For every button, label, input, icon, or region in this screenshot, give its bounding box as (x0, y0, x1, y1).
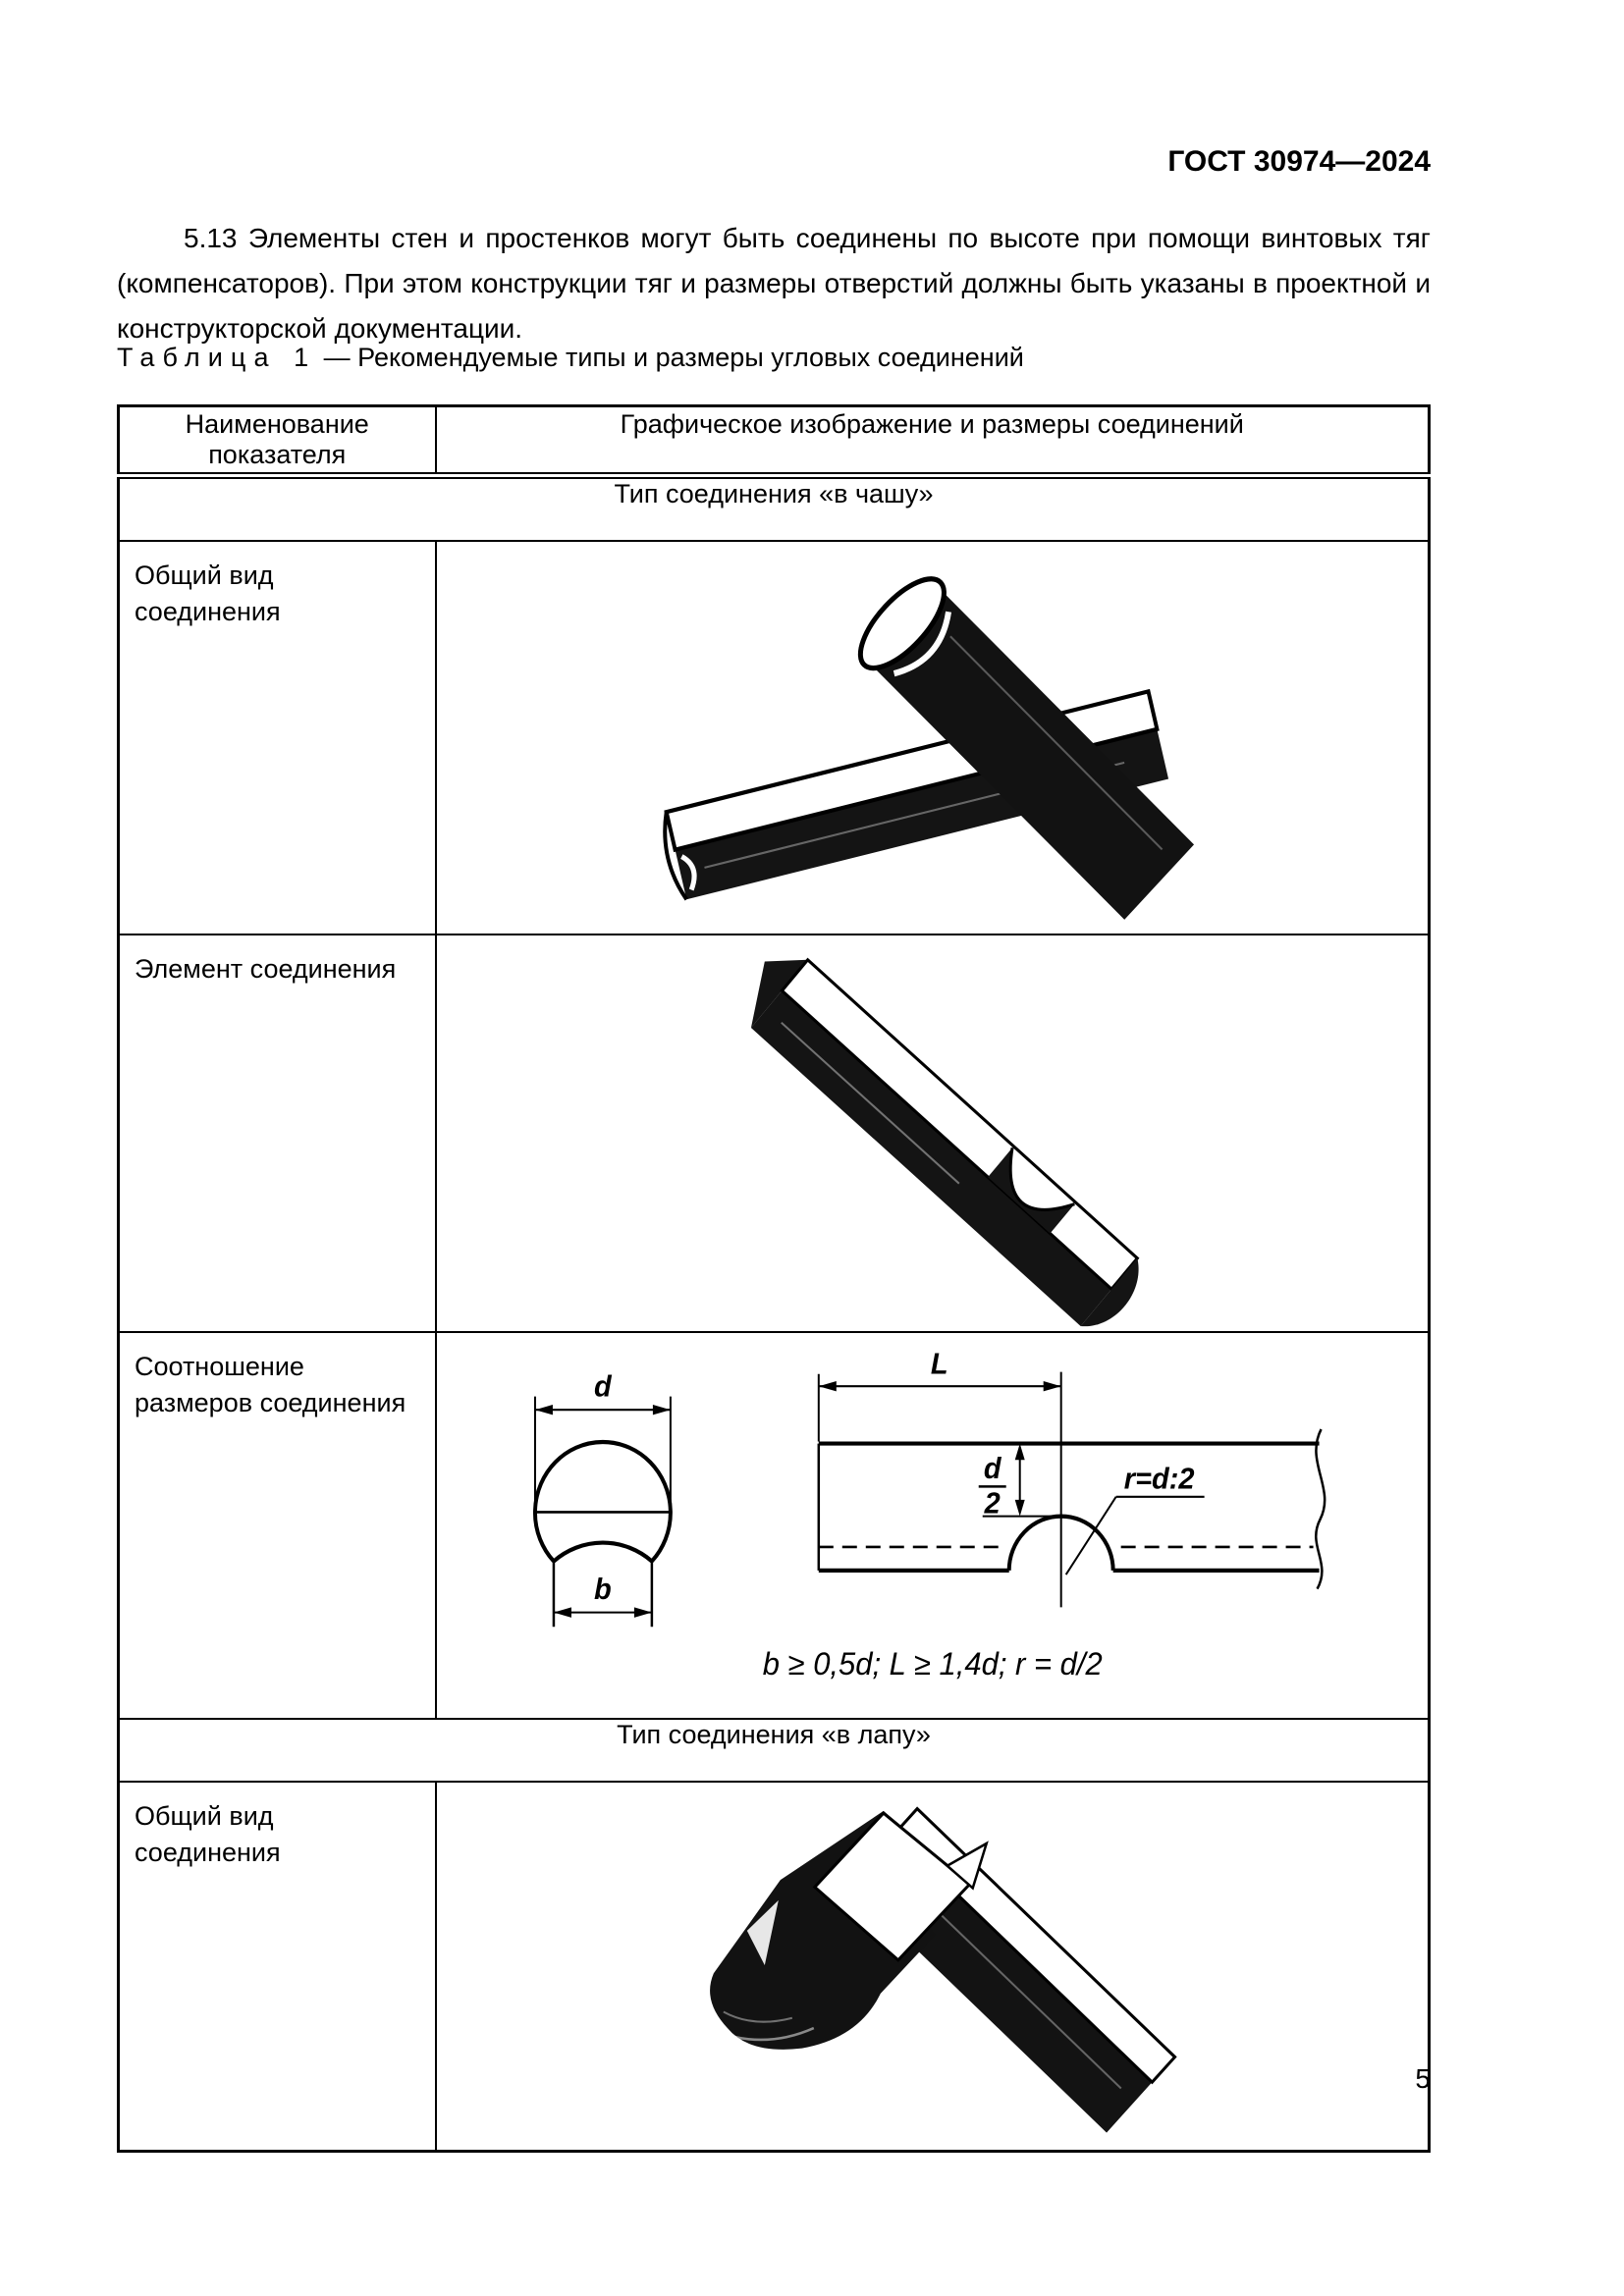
row-label-element: Элемент соединения (119, 934, 436, 1332)
dovetail-joint-general-view-image (437, 1783, 1429, 2150)
dimension-formula: b ≥ 0,5d; L ≥ 1,4d; r = d/2 (762, 1645, 1103, 1682)
clause-line: 5.13 Элементы стен и простенков могут быть соединены по высоте при помощи винтовых тяг (184, 223, 1431, 253)
table-caption-number: 1 (294, 343, 309, 372)
clause-line: (компенсаторов). При этом конструкции тяг и размеры отверстий должны быть указаны в проектной и (117, 268, 1431, 298)
table-row (119, 934, 1430, 1332)
dimension-d-label: d (593, 1370, 612, 1404)
dimensions-diagram (437, 1333, 1429, 1718)
fraction-numerator-d: d (983, 1452, 1001, 1486)
illustration-cell-dimensions (436, 1332, 1430, 1719)
page-number: 5 (1415, 2063, 1431, 2094)
notched-log (727, 938, 1152, 1331)
section-title-cup: Тип соединения «в чашу» (119, 476, 1430, 542)
joint-element-image (437, 935, 1429, 1331)
illustration-cell-element (436, 934, 1430, 1332)
illustration-cell-cup-general (436, 541, 1430, 934)
section-row-cup (119, 476, 1430, 542)
table-row (119, 541, 1430, 934)
clause-line: конструкторской документации. (117, 313, 523, 344)
fraction-denominator-2: 2 (984, 1486, 1001, 1521)
column-header-graphic: Графическое изображение и размеры соединений (436, 406, 1430, 476)
column-header-indicator: Наименование показателя (119, 406, 436, 476)
cross-section-diagram (534, 1370, 670, 1627)
illustration-cell-lap-general (436, 1782, 1430, 2152)
table-caption-title: — Рекомендуемые типы и размеры угловых соединений (323, 343, 1024, 372)
row-label-dimensions: Соотношение размеров соединения (119, 1332, 436, 1719)
dimension-L-label: L (930, 1348, 948, 1381)
section-title-lap: Тип соединения «в лапу» (119, 1719, 1430, 1782)
dimension-b-label: b (593, 1573, 612, 1607)
cup-joint-general-view-image (437, 542, 1429, 934)
document-code: ГОСТ 30974—2024 (1167, 145, 1431, 178)
clause-5-13 (117, 216, 1431, 351)
row-label-general-view-lap: Общий вид соединения (119, 1782, 436, 2152)
table-caption (117, 343, 1431, 373)
table-row (119, 1782, 1430, 2152)
table-row (119, 1332, 1430, 1719)
section-row-lap (119, 1719, 1430, 1782)
radius-callout-label: r=d:2 (1123, 1462, 1194, 1496)
joint-types-table (117, 404, 1431, 2153)
table-header-row (119, 406, 1430, 476)
side-view-diagram (818, 1348, 1324, 1607)
table-caption-word: Таблица (117, 343, 277, 372)
row-label-general-view-cup: Общий вид соединения (119, 541, 436, 934)
